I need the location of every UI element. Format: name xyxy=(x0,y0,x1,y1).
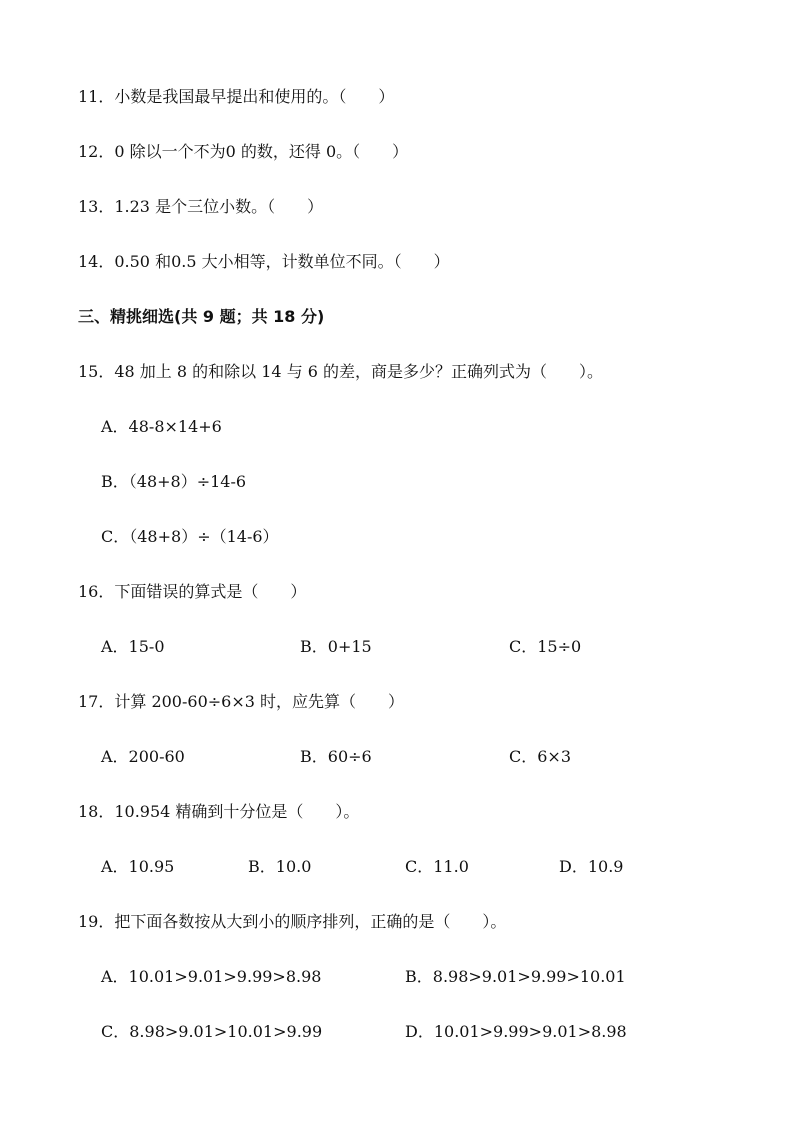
question-18-option-a: A．10.95 xyxy=(101,857,175,876)
question-18-option-c: C．11.0 xyxy=(405,857,469,876)
question-16-option-c: C．15÷0 xyxy=(509,637,582,656)
question-16-option-b: B．0+15 xyxy=(300,637,372,656)
question-18-option-d: D．10.9 xyxy=(559,857,624,876)
question-12: 12．0 除以一个不为0 的数，还得 0。（ ） xyxy=(78,142,409,161)
question-15-stem: 15．48 加上 8 的和除以 14 与 6 的差，商是多少？正确列式为（ ）。 xyxy=(78,362,604,381)
question-19-option-c: C．8.98>9.01>10.01>9.99 xyxy=(101,1022,323,1041)
question-15-option-c: C．（48+8）÷（14-6） xyxy=(101,527,279,546)
question-14: 14．0.50 和0.5 大小相等，计数单位不同。（ ） xyxy=(78,252,450,271)
question-16-stem: 16．下面错误的算式是（ ） xyxy=(78,582,307,601)
question-13: 13．1.23 是个三位小数。（ ） xyxy=(78,197,324,216)
question-15-option-a: A．48-8×14+6 xyxy=(101,417,222,436)
question-19-stem: 19．把下面各数按从大到小的顺序排列，正确的是（ ）。 xyxy=(78,912,507,931)
question-11: 11．小数是我国最早提出和使用的。（ ） xyxy=(78,87,395,106)
question-17-stem: 17．计算 200-60÷6×3 时，应先算（ ） xyxy=(78,692,405,711)
question-19-option-d: D．10.01>9.99>9.01>8.98 xyxy=(405,1022,627,1041)
question-17-option-a: A．200-60 xyxy=(101,747,185,766)
question-18-option-b: B．10.0 xyxy=(248,857,312,876)
question-17-option-c: C．6×3 xyxy=(509,747,572,766)
question-18-stem: 18．10.954 精确到十分位是（ ）。 xyxy=(78,802,360,821)
question-15-option-b: B．（48+8）÷14-6 xyxy=(101,472,247,491)
question-17-option-b: B．60÷6 xyxy=(300,747,372,766)
section-heading: 三、精挑细选(共 9 题；共 18 分) xyxy=(78,307,325,326)
question-19-option-a: A．10.01>9.01>9.99>8.98 xyxy=(101,967,322,986)
question-19-option-b: B．8.98>9.01>9.99>10.01 xyxy=(405,967,626,986)
question-16-option-a: A．15-0 xyxy=(101,637,165,656)
